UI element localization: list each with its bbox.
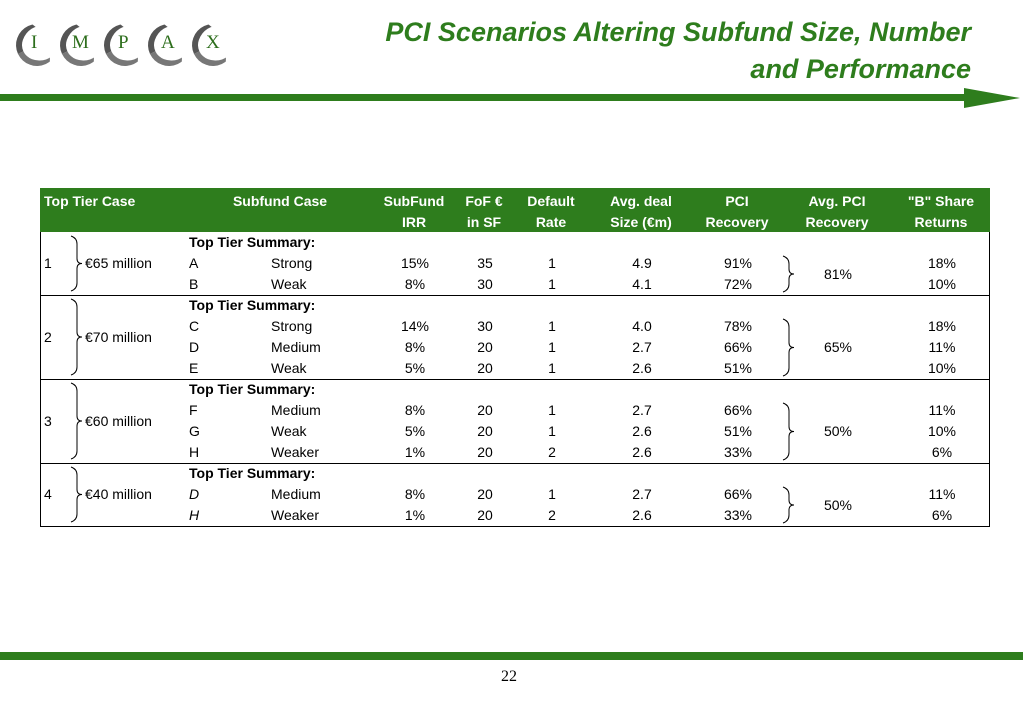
cell-fof: 30 [477, 318, 493, 334]
header-pci-recovery: PCI Recovery [705, 193, 769, 230]
cell-pci: 33% [723, 507, 753, 523]
cell-deal: 2.7 [632, 339, 652, 355]
cell-def: 1 [548, 486, 556, 502]
cell-pci: 66% [723, 339, 753, 355]
cell-perf: Medium [271, 486, 321, 502]
cell-def: 1 [548, 318, 556, 334]
cell-fof: 20 [477, 444, 493, 460]
cell-fof: 20 [477, 339, 493, 355]
cell-b: 11% [928, 486, 956, 502]
scenario-group [40, 379, 990, 464]
cell-b: 11% [928, 402, 956, 418]
cell-id: F [189, 402, 198, 418]
fund-size-brace-icon [71, 467, 83, 522]
cell-fof: 35 [477, 255, 493, 271]
cell-id: A [189, 255, 199, 271]
cell-b: 11% [928, 339, 956, 355]
cell-fof: 20 [477, 507, 493, 523]
top-tier-number: 4 [44, 486, 52, 502]
cell-def: 2 [548, 444, 556, 460]
cell-id: C [189, 318, 200, 334]
cell-deal: 2.7 [632, 402, 652, 418]
scenario-group [40, 232, 990, 296]
top-tier-summary-label: Top Tier Summary: [189, 297, 316, 313]
pci-bracket-icon [783, 319, 795, 376]
impax-logo [16, 24, 236, 72]
cell-def: 1 [548, 276, 556, 292]
cell-id: E [189, 360, 199, 376]
cell-perf: Weaker [271, 507, 319, 523]
cell-pci: 78% [723, 318, 753, 334]
cell-deal: 4.1 [632, 276, 652, 292]
cell-id: G [189, 423, 200, 439]
cell-def: 1 [548, 423, 556, 439]
page-number: 22 [501, 668, 517, 685]
header-fof: FoF € in SF [465, 193, 503, 230]
cell-b: 10% [927, 423, 957, 439]
cell-pci: 51% [723, 360, 753, 376]
header-subfund-irr: SubFund IRR [383, 193, 445, 230]
cell-irr: 1% [404, 444, 426, 460]
logo-letter-a: A [148, 24, 188, 64]
slide-title-line1: PCI Scenarios Altering Subfund Size, Number [385, 17, 971, 47]
cell-b: 6% [931, 444, 953, 460]
cell-perf: Medium [271, 339, 321, 355]
cell-deal: 2.6 [632, 360, 652, 376]
cell-id: D [189, 486, 200, 502]
cell-irr: 5% [404, 423, 426, 439]
scenario-group [40, 463, 990, 527]
cell-b: 10% [927, 276, 957, 292]
cell-pci: 72% [723, 276, 753, 292]
cell-irr: 8% [404, 402, 426, 418]
cell-irr: 8% [404, 339, 426, 355]
scenario-group [40, 295, 990, 380]
cell-b: 6% [931, 507, 953, 523]
avg-pci-recovery-value: 81% [823, 266, 853, 282]
scenario-table [40, 188, 990, 526]
logo-letter-i: I [16, 24, 56, 64]
cell-def: 1 [548, 339, 556, 355]
cell-irr: 15% [400, 255, 430, 271]
header-default-rate: Default Rate [527, 193, 575, 230]
cell-def: 1 [548, 402, 556, 418]
fund-size-brace-icon [71, 236, 83, 291]
fund-size-brace-icon [71, 383, 83, 459]
cell-fof: 20 [477, 360, 493, 376]
avg-pci-recovery-value: 50% [823, 423, 853, 439]
top-divider-bar [0, 94, 968, 101]
cell-pci: 33% [723, 444, 753, 460]
cell-fof: 20 [477, 402, 493, 418]
cell-irr: 5% [404, 360, 426, 376]
logo-letter-m: M [60, 24, 100, 64]
cell-perf: Medium [271, 402, 321, 418]
top-tier-fund-size: €40 million [85, 486, 152, 502]
top-tier-summary-label: Top Tier Summary: [189, 234, 316, 250]
cell-irr: 14% [400, 318, 430, 334]
cell-id: D [189, 339, 200, 355]
top-tier-fund-size: €70 million [85, 329, 152, 345]
cell-perf: Weak [271, 360, 307, 376]
header-avg-deal-size: Avg. deal Size (€m) [610, 193, 672, 230]
slide-title [271, 14, 971, 88]
top-tier-fund-size: €65 million [85, 255, 152, 271]
pci-bracket-icon [783, 403, 795, 460]
cell-deal: 2.6 [632, 444, 652, 460]
cell-b: 10% [927, 360, 957, 376]
cell-perf: Weak [271, 276, 307, 292]
cell-fof: 30 [477, 276, 493, 292]
cell-deal: 2.7 [632, 486, 652, 502]
cell-id: H [189, 444, 200, 460]
top-tier-summary-label: Top Tier Summary: [189, 381, 316, 397]
avg-pci-recovery-value: 65% [823, 339, 853, 355]
cell-def: 1 [548, 360, 556, 376]
cell-perf: Weak [271, 423, 307, 439]
top-tier-number: 3 [44, 413, 52, 429]
header-top-tier-case: Top Tier Case [44, 193, 136, 209]
cell-b: 18% [927, 255, 957, 271]
top-tier-number: 2 [44, 329, 52, 345]
pci-bracket-icon [783, 256, 795, 292]
cell-def: 1 [548, 255, 556, 271]
cell-deal: 4.9 [632, 255, 652, 271]
header-subfund-case: Subfund Case [232, 193, 328, 209]
top-tier-number: 1 [44, 255, 52, 271]
header-b-share-returns: "B" Share Returns [907, 193, 975, 230]
cell-fof: 20 [477, 423, 493, 439]
avg-pci-recovery-value: 50% [823, 497, 853, 513]
cell-id: H [189, 507, 200, 523]
cell-id: B [189, 276, 199, 292]
table-header [40, 188, 990, 232]
bottom-divider-bar [0, 652, 1023, 660]
cell-pci: 66% [723, 402, 753, 418]
fund-size-brace-icon [71, 299, 83, 375]
slide-title-line2: and Performance [750, 54, 971, 84]
cell-irr: 8% [404, 276, 426, 292]
cell-irr: 1% [404, 507, 426, 523]
cell-deal: 2.6 [632, 423, 652, 439]
cell-def: 2 [548, 507, 556, 523]
cell-perf: Weaker [271, 444, 319, 460]
header-avg-pci-recovery: Avg. PCI Recovery [805, 193, 869, 230]
cell-deal: 2.6 [632, 507, 652, 523]
cell-deal: 4.0 [632, 318, 652, 334]
cell-perf: Strong [271, 318, 313, 334]
pci-bracket-icon [783, 487, 795, 523]
cell-fof: 20 [477, 486, 493, 502]
cell-pci: 91% [723, 255, 753, 271]
arrow-right-icon [964, 88, 1020, 108]
logo-letter-x: X [192, 24, 232, 64]
cell-irr: 8% [404, 486, 426, 502]
cell-pci: 66% [723, 486, 753, 502]
logo-letter-p: P [104, 24, 144, 64]
cell-pci: 51% [723, 423, 753, 439]
top-tier-fund-size: €60 million [85, 413, 152, 429]
cell-b: 18% [927, 318, 957, 334]
cell-perf: Strong [271, 255, 313, 271]
top-tier-summary-label: Top Tier Summary: [189, 465, 316, 481]
